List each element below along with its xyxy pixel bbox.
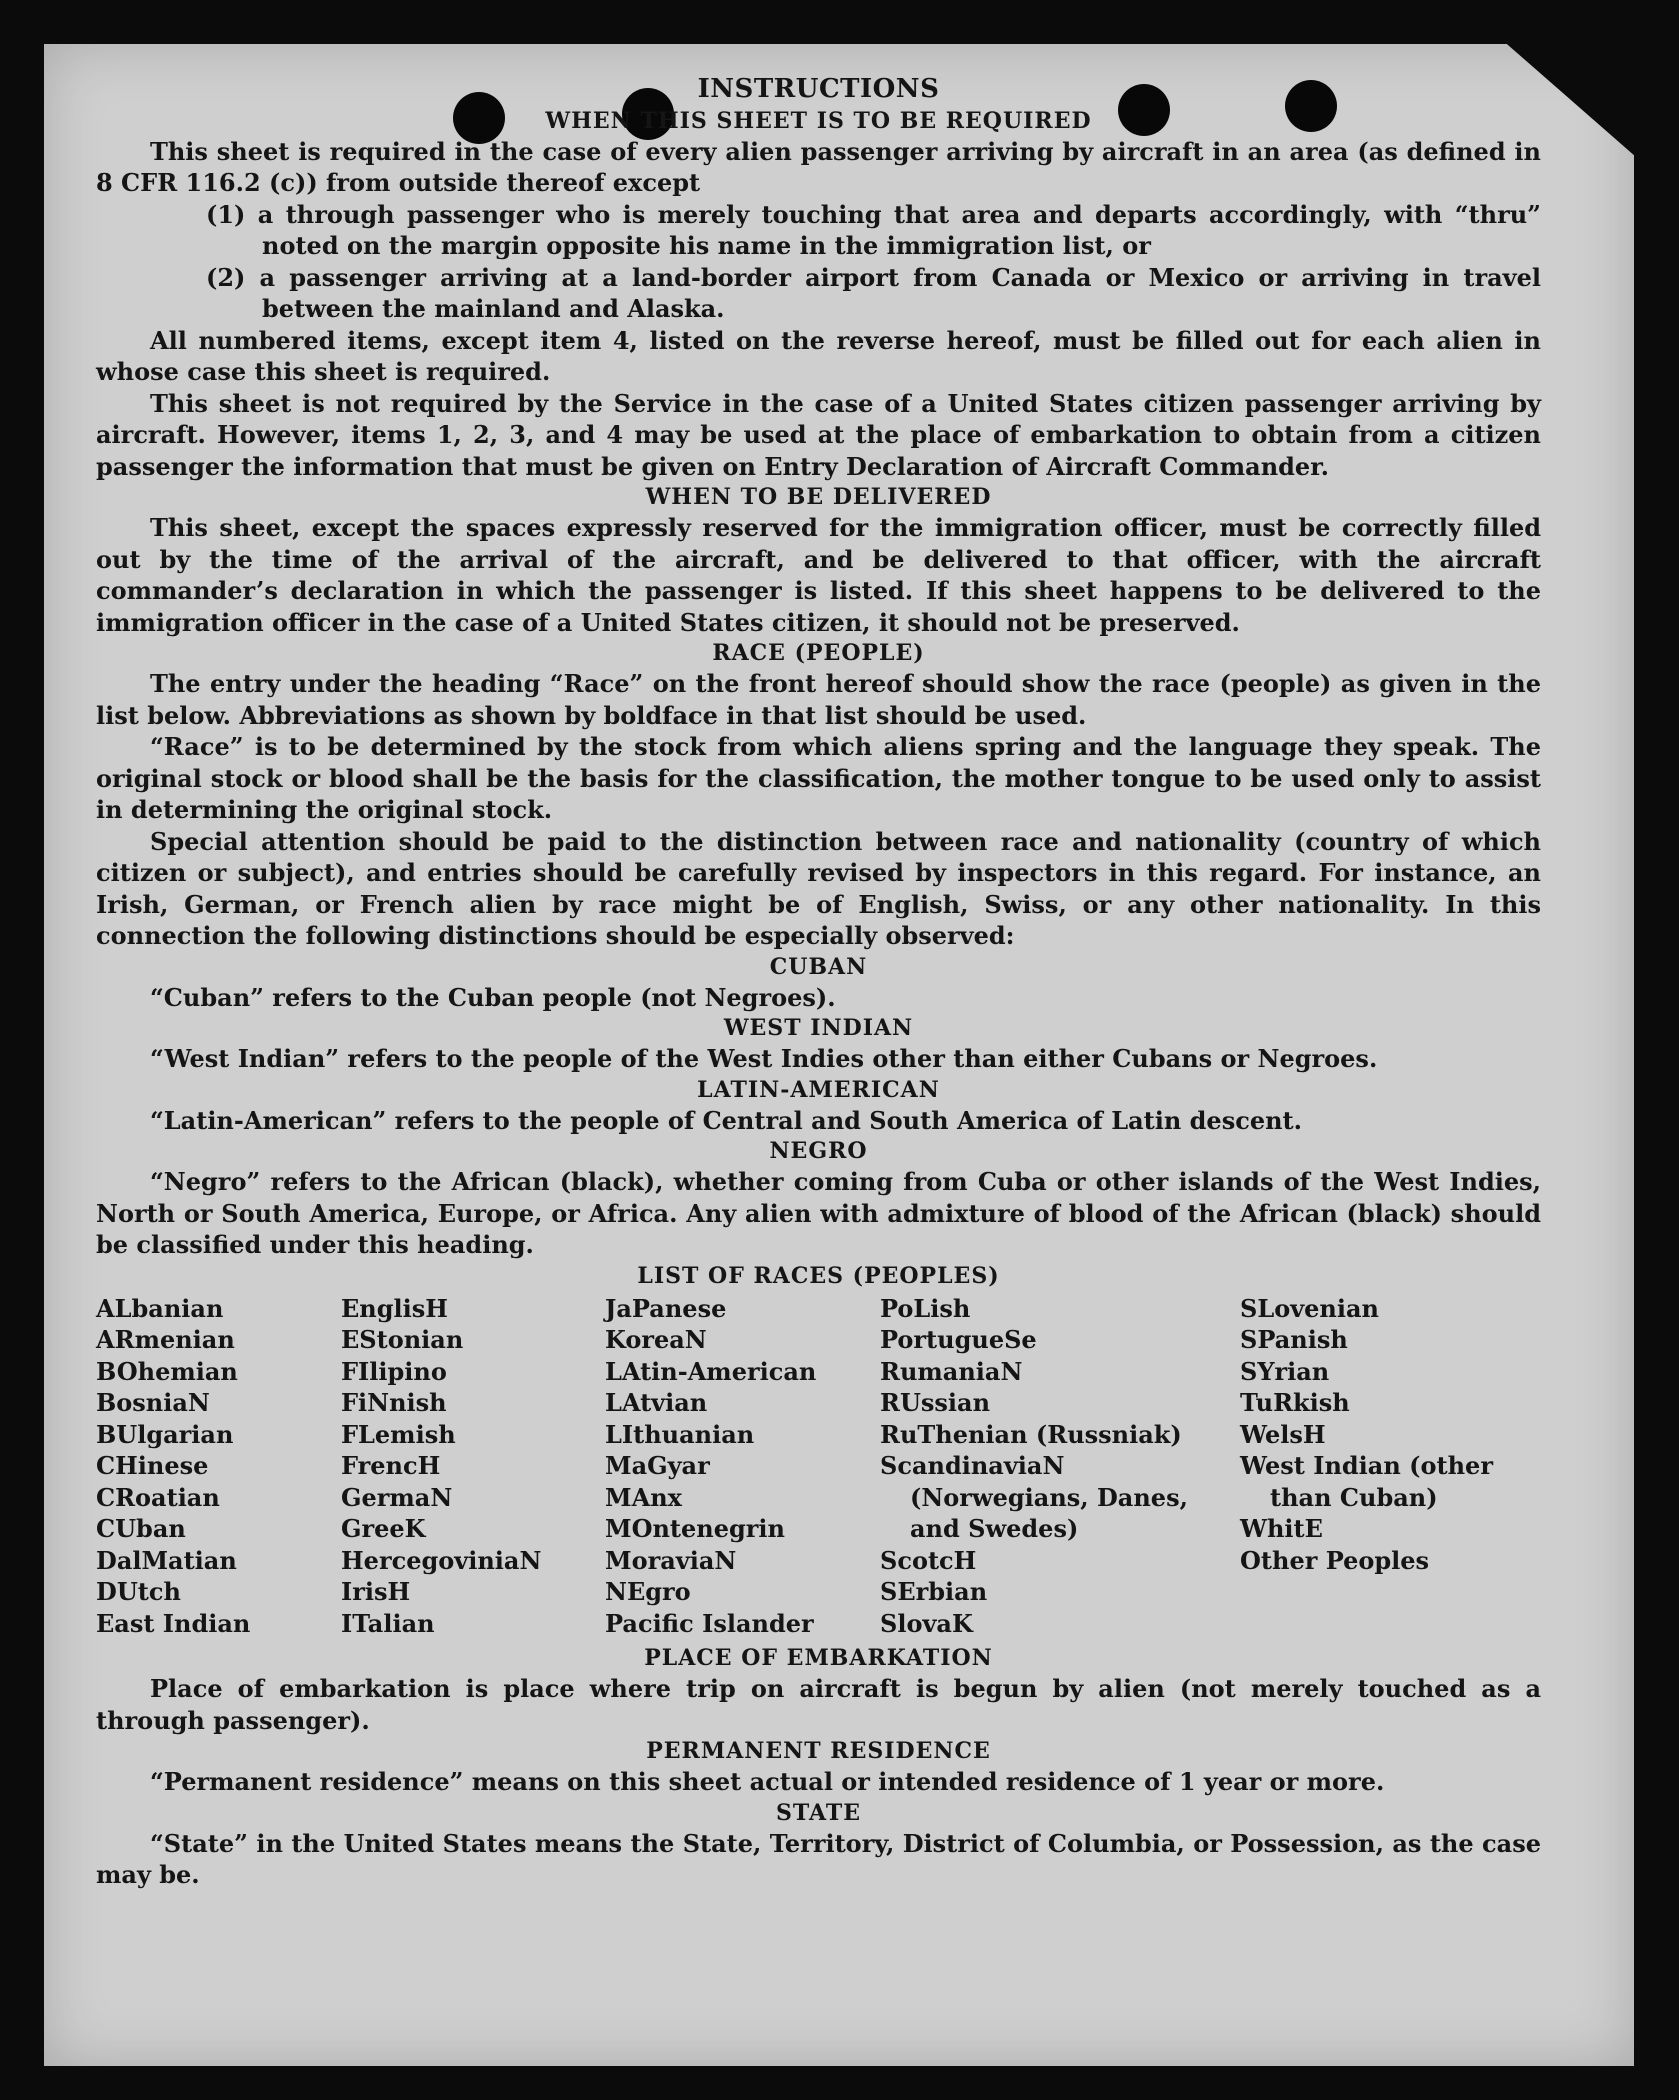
section-heading: STATE bbox=[775, 1799, 862, 1826]
instructions-text bbox=[96, 74, 1541, 1891]
race-item: SPanish bbox=[1240, 1325, 1348, 1354]
race-item: CRoatian bbox=[96, 1482, 220, 1512]
paragraph: “West Indian” refers to the people of the West Indies other than either Cubans or Negroes. bbox=[150, 1044, 1378, 1073]
race-item: EnglisH bbox=[341, 1293, 448, 1323]
race-item: BUlgarian bbox=[96, 1419, 234, 1449]
race-item: SLovenian bbox=[1240, 1293, 1379, 1323]
race-item: East Indian bbox=[96, 1608, 251, 1638]
race-item: WhitE bbox=[1240, 1514, 1323, 1543]
paragraph: This sheet, except the spaces expressly reserved for the immigration officer, must be correctly filled out by the time of the arrival of the aircraft, and be delivered to that officer, with the aircraft commander’s declaration in which the passenger is listed. If this sheet happens to be delivered to the immigration officer in the case of a United States citizen, it should not be preserved. bbox=[96, 513, 1541, 637]
paragraph: Special attention should be paid to the distinction between race and nationality (country of which citizen or subject), and entries should be carefully revised by inspectors in this regard. For instance, an Irish, German, or French alien by race might be of English, Swiss, or any other nationality. In this connection the following distinctions should be especially observed: bbox=[96, 826, 1541, 950]
race-item: BOhemian bbox=[96, 1356, 238, 1386]
race-item: HercegoviniaN bbox=[341, 1545, 542, 1575]
paragraph: “Race” is to be determined by the stock from which aliens spring and the language they speak. The original stock or blood shall be the basis for the classification, the mother tongue to be used only to assist in determining the original stock. bbox=[96, 732, 1541, 824]
race-item: ScotcH bbox=[880, 1545, 977, 1575]
race-item: RumaniaN bbox=[880, 1356, 1023, 1386]
race-item: MOntenegrin bbox=[605, 1514, 785, 1543]
section-heading: LATIN-AMERICAN bbox=[697, 1076, 940, 1103]
section-heading: CUBAN bbox=[769, 953, 868, 980]
paragraph: “Cuban” refers to the Cuban people (not Negroes). bbox=[150, 982, 836, 1012]
race-item: Pacific Islander bbox=[605, 1608, 814, 1638]
race-item: CUban bbox=[96, 1514, 186, 1543]
race-item: ARmenian bbox=[96, 1325, 235, 1354]
paragraph: All numbered items, except item 4, listed on the reverse hereof, must be filled out for each alien in whose case this sheet is required. bbox=[96, 325, 1541, 386]
race-item: GermaN bbox=[341, 1482, 453, 1512]
paragraph: “State” in the United States means the State, Territory, District of Columbia, or Possession, as the case may be. bbox=[96, 1828, 1541, 1889]
race-item: PoLish bbox=[880, 1293, 971, 1323]
race-item: MaGyar bbox=[605, 1451, 710, 1480]
race-column bbox=[341, 1293, 605, 1640]
race-item: GreeK bbox=[341, 1514, 426, 1543]
race-list bbox=[96, 1293, 1541, 1640]
race-item: RUssian bbox=[880, 1388, 991, 1417]
race-item: MoraviaN bbox=[605, 1545, 737, 1575]
paragraph: This sheet is not required by the Service in the case of a United States citizen passenger arriving by aircraft. However, items 1, 2, 3, and 4 may be used at the place of embarkation to obtain from a citizen passenger the information that must be given on Entry Declaration of Aircraft Commander. bbox=[96, 388, 1541, 481]
race-item: FiNnish bbox=[341, 1388, 447, 1417]
race-item: LIthuanian bbox=[605, 1419, 755, 1449]
paragraph: Place of embarkation is place where trip on aircraft is begun by alien (not merely touched as a through passenger). bbox=[96, 1674, 1541, 1735]
list-item: (2) a passenger arriving at a land-border airport from Canada or Mexico or arriving in travel between the mainland and Alaska. bbox=[206, 262, 1541, 323]
paragraph: “Negro” refers to the African (black), whether coming from Cuba or other islands of the West Indies, North or South America, Europe, or Africa. Any alien with admixture of blood of the African (black) should be classified under this heading. bbox=[96, 1167, 1541, 1259]
race-item: LAtvian bbox=[605, 1388, 708, 1417]
race-item: BosniaN bbox=[96, 1388, 210, 1417]
section-heading: NEGRO bbox=[769, 1138, 868, 1164]
paragraph: “Latin-American” refers to the people of Central and South America of Latin descent. bbox=[150, 1105, 1302, 1135]
race-item: West Indian (other than Cuban) bbox=[1240, 1451, 1493, 1512]
race-item: SYrian bbox=[1240, 1356, 1330, 1386]
section-heading: WHEN THIS SHEET IS TO BE REQUIRED bbox=[545, 107, 1092, 134]
race-item: RuThenian (Russniak) bbox=[880, 1419, 1182, 1449]
race-column bbox=[1240, 1293, 1510, 1640]
race-item: SErbian bbox=[880, 1577, 988, 1606]
paragraph: “Permanent residence” means on this sheet actual or intended residence of 1 year or more. bbox=[150, 1767, 1385, 1796]
section-heading: LIST OF RACES (PEOPLES) bbox=[637, 1262, 1000, 1289]
race-item: KoreaN bbox=[605, 1325, 707, 1354]
race-item: FLemish bbox=[341, 1419, 456, 1449]
race-item: Other Peoples bbox=[1240, 1545, 1430, 1575]
race-item: NEgro bbox=[605, 1577, 691, 1606]
section-heading: RACE (PEOPLE) bbox=[712, 640, 925, 666]
race-item: ScandinaviaN (Norwegians, Danes, and Swedes) bbox=[880, 1451, 1188, 1543]
race-item: SlovaK bbox=[880, 1608, 973, 1638]
race-item: ALbanian bbox=[96, 1293, 224, 1323]
section-heading: WEST INDIAN bbox=[723, 1015, 914, 1041]
paragraph: The entry under the heading “Race” on the front hereof should show the race (people) as given in the list below. Abbreviations as shown by boldface in that list should be used. bbox=[96, 669, 1541, 730]
race-item: JaPanese bbox=[605, 1293, 727, 1323]
race-item: WelsH bbox=[1240, 1419, 1326, 1449]
race-item: DUtch bbox=[96, 1577, 181, 1606]
page-title: INSTRUCTIONS bbox=[697, 74, 940, 104]
race-item: IrisH bbox=[341, 1577, 411, 1606]
section-heading: PLACE OF EMBARKATION bbox=[644, 1645, 993, 1671]
section-heading: PERMANENT RESIDENCE bbox=[646, 1738, 991, 1764]
race-column bbox=[880, 1293, 1240, 1640]
list-item: (1) a through passenger who is merely touching that area and departs accordingly, with “thru” noted on the margin opposite his name in the immigration list, or bbox=[206, 199, 1541, 260]
race-item: LAtin-American bbox=[605, 1356, 817, 1386]
race-column bbox=[605, 1293, 880, 1640]
race-item: FrencH bbox=[341, 1451, 441, 1480]
section-heading: WHEN TO BE DELIVERED bbox=[645, 484, 992, 510]
race-item: FIlipino bbox=[341, 1356, 447, 1386]
race-column bbox=[96, 1293, 341, 1640]
race-item: DalMatian bbox=[96, 1545, 237, 1575]
race-item: PortugueSe bbox=[880, 1325, 1037, 1354]
race-item: EStonian bbox=[341, 1325, 464, 1354]
race-item: CHinese bbox=[96, 1451, 209, 1480]
race-item: MAnx bbox=[605, 1482, 682, 1512]
race-item: TuRkish bbox=[1240, 1388, 1350, 1417]
race-item: ITalian bbox=[341, 1608, 435, 1638]
paragraph: This sheet is required in the case of every alien passenger arriving by aircraft in an area (as defined in 8 CFR 116.2 (c)) from outside thereof except bbox=[96, 136, 1541, 197]
